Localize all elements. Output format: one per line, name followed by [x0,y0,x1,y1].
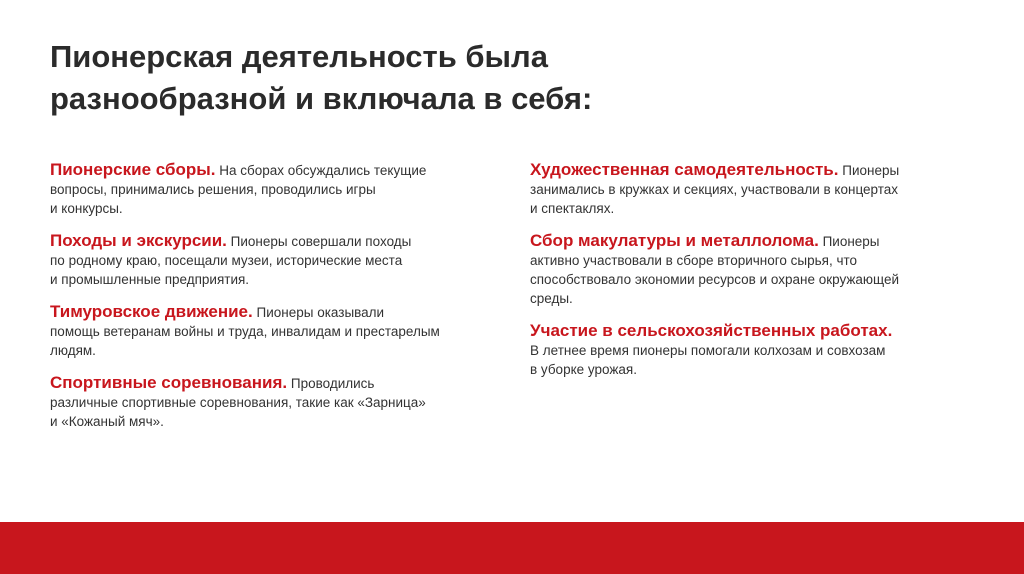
list-item [530,160,980,218]
item-heading: Спортивные соревнования. [50,373,288,392]
list-item [50,373,490,431]
list-item [530,231,980,308]
item-text: Проводились различные спортивные соревнования, такие как «Зарница» и «Кожаный мяч». [50,376,426,429]
item-text: На сборах обсуждались текущие вопросы, принимались решения, проводились игры и конкурсы. [50,163,427,216]
item-text: В летнее время пионеры помогали колхозам и совхозам в уборке урожая. [530,343,886,377]
item-text: Пионеры совершали походы по родному краю, посещали музеи, исторические места и промышленные предприятия. [50,234,412,287]
item-text: Пионеры активно участвовали в сборе вторичного сырья, что способствовало экономии ресурсов и охране окружающей среды. [530,234,900,306]
item-text: Пионеры оказывали помощь ветеранам войны и труда, инвалидам и престарелым людям. [50,305,440,358]
item-heading: Походы и экскурсии. [50,231,227,250]
list-item [50,160,490,218]
right-column [530,160,980,392]
slide-title: Пионерская деятельность была разнообразной и включала в себя: [50,39,593,116]
left-column [50,160,490,444]
item-text: Пионеры занимались в кружках и секциях, участвовали в концертах и спектаклях. [530,163,900,216]
item-heading: Тимуровское движение. [50,302,253,321]
item-heading: Художественная самодеятельность. [530,160,839,179]
list-item [50,231,490,289]
list-item [50,302,490,360]
footer-bar [0,522,1024,574]
item-heading: Пионерские сборы. [50,160,216,179]
list-item [530,321,980,379]
item-heading: Сбор макулатуры и металлолома. [530,231,819,250]
item-heading: Участие в сельскохозяйственных работах. [530,321,893,340]
